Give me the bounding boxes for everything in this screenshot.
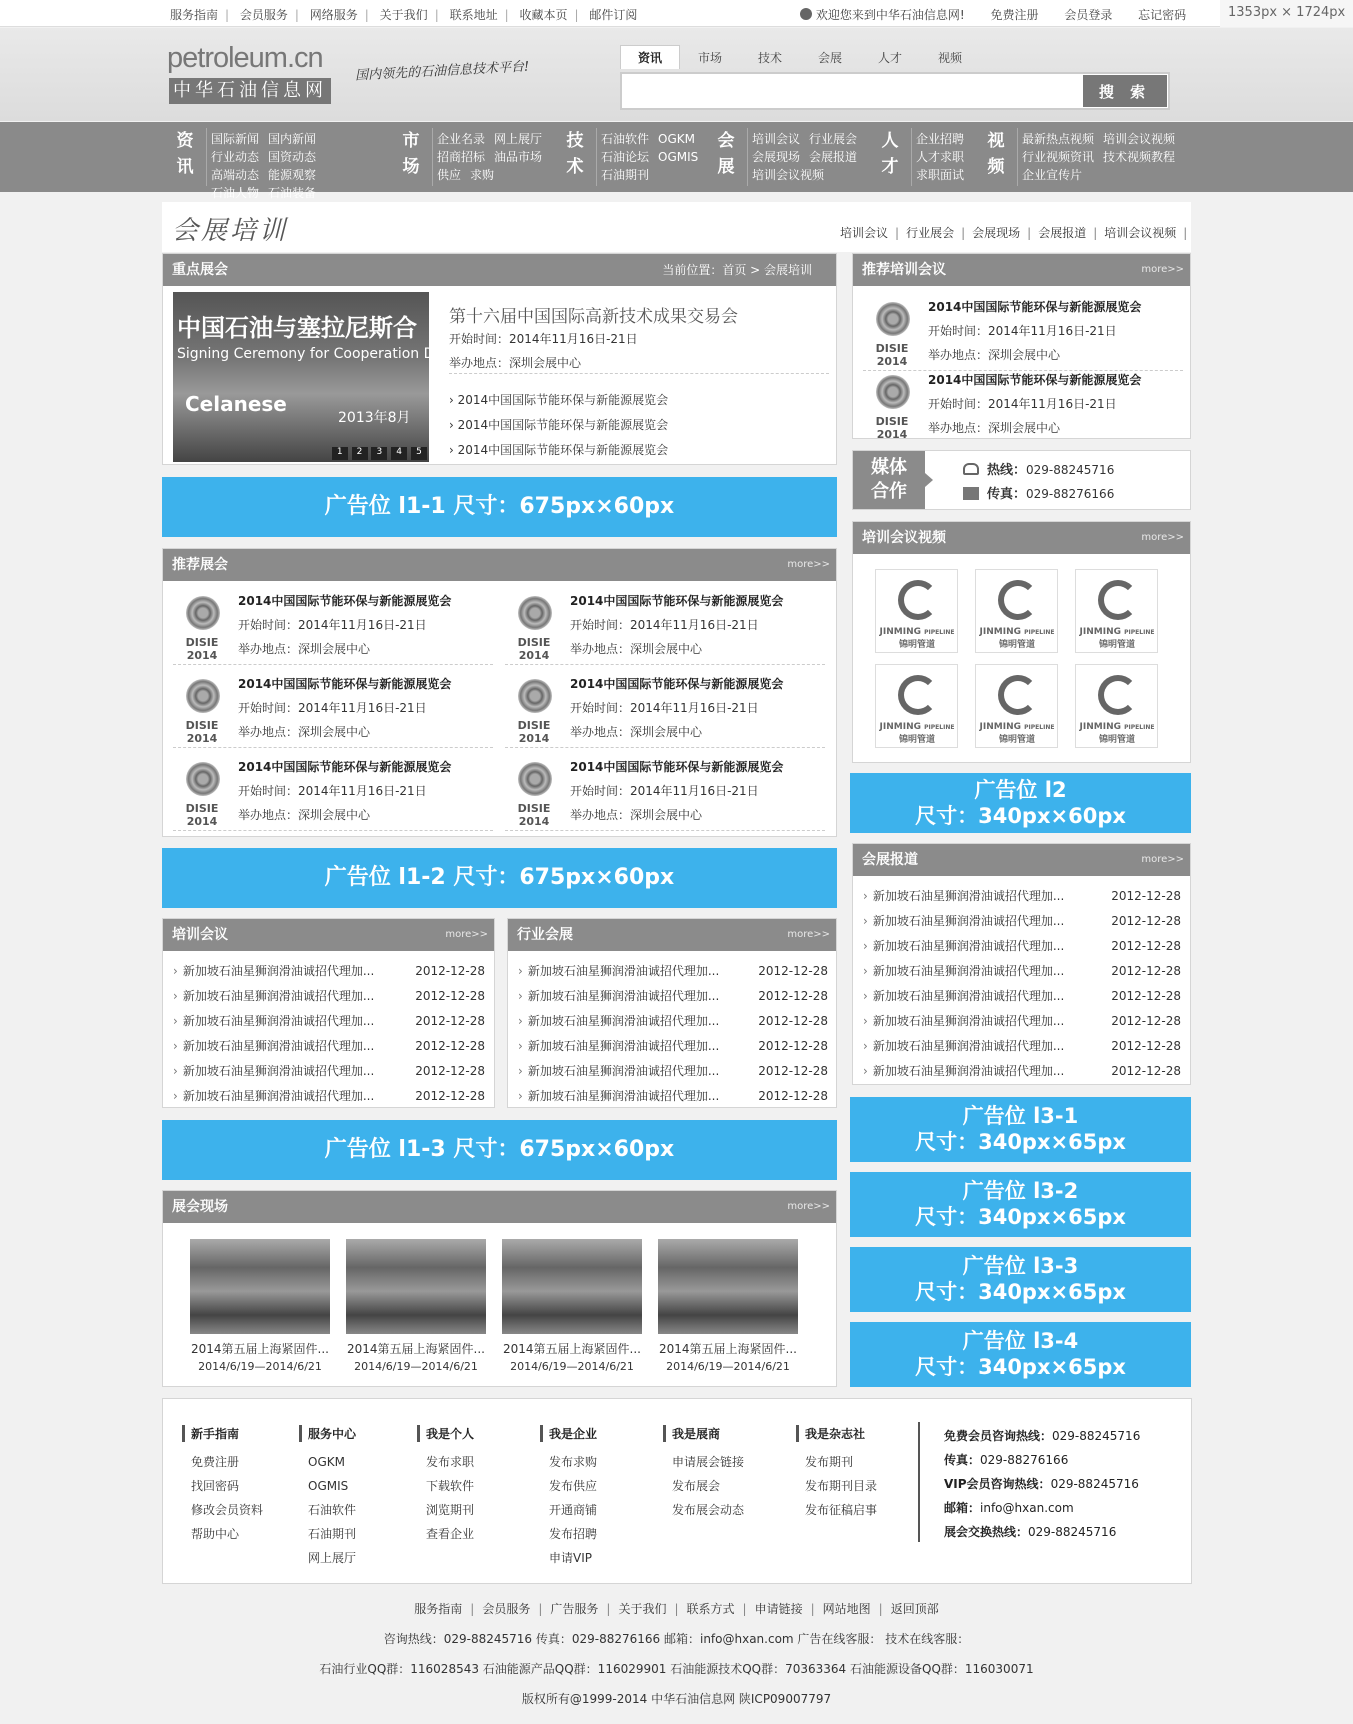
footer-link[interactable]: 发布期刊	[805, 1455, 854, 1469]
jinming-logo-icon	[998, 675, 1038, 715]
video-thumbnail[interactable]: JINMING PIPELINE 锦明管道	[875, 569, 958, 653]
scene-panel	[162, 1190, 837, 1387]
list-item[interactable]: › 新加坡石油星狮润滑油诚招代理加... 2012-12-28	[173, 984, 485, 1009]
sub-link[interactable]: 培训会议	[840, 226, 889, 240]
footer-link[interactable]: 修改会员资料	[191, 1503, 264, 1517]
nav-item[interactable]: 技术视频教程	[1103, 150, 1176, 164]
more-link[interactable]: more>>	[1141, 264, 1184, 275]
list-item[interactable]: › 新加坡石油星狮润滑油诚招代理加... 2012-12-28	[518, 959, 828, 984]
nav-item[interactable]: 人才求职	[916, 150, 965, 164]
list-item[interactable]: › 新加坡石油星狮润滑油诚招代理加... 2012-12-28	[863, 1009, 1181, 1034]
nav-item[interactable]: 求职面试	[916, 168, 965, 182]
list-item[interactable]: › 新加坡石油星狮润滑油诚招代理加... 2012-12-28	[863, 884, 1181, 909]
footer-link[interactable]: 浏览期刊	[426, 1503, 475, 1517]
jinming-logo-icon	[898, 675, 938, 715]
featured-list	[449, 388, 668, 463]
fax-icon	[963, 487, 979, 500]
footer-hotline: 咨询热线：029-88245716 传真：029-88276166 邮箱：info@hxan.com 广告在线客服： 技术在线客服：	[383, 1632, 970, 1646]
footer-col-service: 服务中心 OGKM OGMIS 石油软件 石油期刊 网上展厅	[299, 1425, 356, 1570]
celanese-logo: Celanese	[185, 392, 287, 416]
dimension-label: 1353px × 1724px	[1220, 0, 1353, 27]
footer-link[interactable]: OGMIS	[308, 1479, 349, 1493]
bottom-link[interactable]: 申请链接	[754, 1602, 803, 1616]
footer-link[interactable]: 石油软件	[308, 1503, 357, 1517]
list-item[interactable]: › 新加坡石油星狮润滑油诚招代理加... 2012-12-28	[518, 1009, 828, 1034]
more-link[interactable]: more>>	[445, 929, 488, 940]
jinming-logo-icon	[998, 580, 1038, 620]
breadcrumb[interactable]: 当前位置：首页 > 会展培训	[662, 263, 812, 277]
media-hotline: 热线：029-88245716	[963, 459, 1114, 478]
list-item[interactable]: › 新加坡石油星狮润滑油诚招代理加... 2012-12-28	[173, 1059, 485, 1084]
footer-link[interactable]: 发布招聘	[549, 1527, 598, 1541]
scene-item[interactable]: 2014第五届上海紧固件... 2014/6/19—2014/6/21	[658, 1239, 798, 1373]
scene-photo[interactable]	[658, 1239, 798, 1334]
pager-dot[interactable]: 3	[371, 447, 387, 460]
footer-qq-groups: 石油行业QQ群：116028543 石油能源产品QQ群：116029901 石油能源技术QQ群：70363364 石油能源设备QQ群：116030071	[319, 1662, 1034, 1676]
ad-banner-l3-3[interactable]: 广告位 l3-3 尺寸：340px×65px	[850, 1247, 1191, 1312]
footer-col-exhibitor: 我是展商 申请展会链接 发布展会 发布展会动态	[663, 1425, 744, 1522]
footer-link[interactable]: 免费注册	[191, 1455, 240, 1469]
more-link[interactable]: more>>	[1141, 532, 1184, 543]
ad-banner-l3-1[interactable]: 广告位 l3-1 尺寸：340px×65px	[850, 1097, 1191, 1162]
nav-item[interactable]: 最新热点视频	[1022, 132, 1095, 146]
bottom-link[interactable]: 广告服务	[550, 1602, 599, 1616]
search-tab-talent[interactable]: 人才	[877, 51, 902, 65]
nav-cat-news[interactable]: 资讯	[169, 128, 201, 186]
top-link-guide[interactable]: 服务指南	[170, 8, 219, 22]
exhibition-item[interactable]: DISIE 2014 2014中国国际节能环保与新能源展览会 开始时间：2014年11月16日-21日 举办地点：深圳会展中心	[505, 673, 825, 743]
nav-item[interactable]: 国际新闻	[211, 132, 260, 146]
ad-banner-l1-3[interactable]: 广告位 l1-3 尺寸：675px×60px	[162, 1120, 837, 1180]
top-right	[800, 6, 1186, 23]
slogan: 国内领先的石油信息技术平台!	[354, 59, 530, 84]
nav-item[interactable]: 行业视频资讯	[1022, 150, 1095, 164]
nav-item[interactable]: 高端动态	[211, 168, 260, 182]
footer-col-guide: 新手指南 免费注册 找回密码 修改会员资料 帮助中心	[182, 1425, 263, 1546]
nav-cat-exhibition[interactable]: 会展	[710, 128, 742, 186]
user-icon	[800, 8, 812, 20]
top-link-subscribe[interactable]: 邮件订阅	[589, 8, 638, 22]
scene-photo[interactable]	[346, 1239, 486, 1334]
featured-place: 举办地点：深圳会展中心	[449, 356, 582, 370]
nav-cat-tech[interactable]: 技术	[559, 128, 591, 186]
disie-logo: DISIE 2014	[505, 679, 563, 735]
reports-panel	[852, 843, 1191, 1085]
footer-link[interactable]: 查看企业	[426, 1527, 475, 1541]
nav-item[interactable]: 国内新闻	[268, 132, 317, 146]
search-input[interactable]	[624, 75, 1079, 107]
industry-heading: 行业会展 more>>	[508, 919, 836, 951]
footer-link[interactable]: 发布展会	[672, 1479, 721, 1493]
footer-col-personal: 我是个人 发布求职 下载软件 浏览期刊 查看企业	[417, 1425, 474, 1546]
nav-item[interactable]: OGMIS	[658, 150, 699, 164]
footer-link[interactable]: 申请展会链接	[672, 1455, 745, 1469]
nav-item[interactable]: 求购	[470, 168, 495, 182]
footer-link[interactable]: 石油期刊	[308, 1527, 357, 1541]
pager-dot[interactable]: 1	[332, 447, 348, 460]
list-item[interactable]: › 新加坡石油星狮润滑油诚招代理加... 2012-12-28	[863, 934, 1181, 959]
scene-photo[interactable]	[502, 1239, 642, 1334]
sub-link[interactable]: 培训会议视频	[1104, 226, 1177, 240]
main-nav	[0, 122, 1353, 200]
footer-link[interactable]: 下载软件	[426, 1479, 475, 1493]
bottom-link[interactable]: 网站地图	[822, 1602, 871, 1616]
sub-link[interactable]: 会展现场	[972, 226, 1021, 240]
image-pager	[332, 443, 427, 460]
scene-item[interactable]: 2014第五届上海紧固件... 2014/6/19—2014/6/21	[346, 1239, 486, 1373]
ad-banner-l1-2[interactable]: 广告位 l1-2 尺寸：675px×60px	[162, 848, 837, 908]
phone-icon	[963, 463, 979, 475]
exhibition-item[interactable]: DISIE 2014 2014中国国际节能环保与新能源展览会 开始时间：2014年11月16日-21日 举办地点：深圳会展中心	[505, 590, 825, 660]
nav-cat-market[interactable]: 市场	[395, 128, 427, 186]
logo-chinese[interactable]: 中华石油信息网	[169, 78, 331, 104]
footer-col-magazine: 我是杂志社 发布期刊 发布期刊目录 发布征稿启事	[796, 1425, 877, 1522]
list-item[interactable]: › 新加坡石油星狮润滑油诚招代理加... 2012-12-28	[863, 909, 1181, 934]
disie-logo: DISIE 2014	[863, 302, 921, 358]
nav-item[interactable]: 会展报道	[809, 150, 858, 164]
jinming-logo-icon	[898, 580, 938, 620]
list-item[interactable]: › 新加坡石油星狮润滑油诚招代理加... 2012-12-28	[173, 1084, 485, 1109]
login-link[interactable]: 会员登录	[1064, 8, 1113, 22]
exhibition-item[interactable]: DISIE 2014 2014中国国际节能环保与新能源展览会 开始时间：2014年11月16日-21日 举办地点：深圳会展中心	[173, 590, 493, 660]
footer-link[interactable]: 发布征稿启事	[805, 1503, 878, 1517]
jinming-logo-icon	[1098, 580, 1138, 620]
video-thumbnail[interactable]: JINMING PIPELINE 锦明管道	[1075, 569, 1158, 653]
featured-title[interactable]: 第十六届中国国际高新技术成果交易会	[449, 307, 738, 327]
top-link-bookmark[interactable]: 收藏本页	[519, 8, 568, 22]
reports-heading: 会展报道 more>>	[853, 844, 1190, 876]
nav-item[interactable]: 能源观察	[268, 168, 317, 182]
list-item[interactable]: › 2014中国国际节能环保与新能源展览会	[449, 418, 669, 432]
scene-item[interactable]: 2014第五届上海紧固件... 2014/6/19—2014/6/21	[502, 1239, 642, 1373]
more-link[interactable]: more>>	[787, 559, 830, 570]
footer-link[interactable]: 发布展会动态	[672, 1503, 745, 1517]
list-item[interactable]: › 2014中国国际节能环保与新能源展览会	[449, 443, 669, 457]
register-link[interactable]: 免费注册	[990, 8, 1039, 22]
sub-link[interactable]: 会展报道	[1038, 226, 1087, 240]
training-heading: 培训会议 more>>	[163, 919, 494, 951]
training-list	[173, 959, 485, 1109]
ad-banner-l1-1[interactable]: 广告位 l1-1 尺寸：675px×60px	[162, 477, 837, 537]
industry-panel	[507, 918, 837, 1108]
video-thumbnail[interactable]: JINMING PIPELINE 锦明管道	[1075, 664, 1158, 748]
featured-time: 开始时间：2014年11月16日-21日	[449, 332, 638, 346]
media-panel	[852, 450, 1191, 510]
list-item[interactable]: › 新加坡石油星狮润滑油诚招代理加... 2012-12-28	[518, 984, 828, 1009]
nav-item[interactable]: 培训会议视频	[752, 168, 825, 182]
top-bar	[0, 0, 1353, 27]
nav-item[interactable]: 招商招标	[437, 150, 486, 164]
scene-item[interactable]: 2014第五届上海紧固件... 2014/6/19—2014/6/21	[190, 1239, 330, 1373]
more-link[interactable]: more>>	[787, 929, 830, 940]
bottom-link[interactable]: 返回顶部	[890, 1602, 939, 1616]
footer-divider	[918, 1422, 920, 1542]
welcome-text: 欢迎您来到中华石油信息网!	[815, 8, 965, 22]
footer-link[interactable]: 申请VIP	[549, 1551, 592, 1565]
disie-logo: DISIE 2014	[863, 375, 921, 431]
list-item[interactable]: › 新加坡石油星狮润滑油诚招代理加... 2012-12-28	[518, 1059, 828, 1084]
sub-link[interactable]: 行业展会	[906, 226, 955, 240]
featured-image-title: 中国石油与塞拉尼斯合	[177, 314, 417, 342]
featured-image-subtitle: Signing Ceremony for Cooperation Docume	[177, 346, 482, 362]
list-item[interactable]: › 新加坡石油星狮润滑油诚招代理加... 2012-12-28	[863, 1034, 1181, 1059]
scene-heading: 展会现场 more>>	[163, 1191, 836, 1223]
featured-panel	[162, 253, 837, 465]
footer-col-enterprise: 我是企业 发布求购 发布供应 开通商铺 发布招聘 申请VIP	[540, 1425, 597, 1570]
nav-cat-talent[interactable]: 人才	[874, 128, 906, 186]
nav-item[interactable]: 企业宣传片	[1022, 168, 1083, 182]
video-thumbnail[interactable]: JINMING PIPELINE 锦明管道	[975, 569, 1058, 653]
featured-heading: 重点展会 当前位置：首页 > 会展培训	[163, 254, 836, 286]
bottom-links: 服务指南 | 会员服务 | 广告服务 | 关于我们 | 联系方式 | 申请链接 | 网站地图 | 返回顶部	[414, 1602, 939, 1616]
ad-banner-l3-2[interactable]: 广告位 l3-2 尺寸：340px×65px	[850, 1172, 1191, 1237]
top-link-address[interactable]: 联系地址	[449, 8, 498, 22]
list-item[interactable]: › 2014中国国际节能环保与新能源展览会	[449, 393, 669, 407]
disie-logo: DISIE 2014	[505, 762, 563, 818]
footer-link[interactable]: 发布供应	[549, 1479, 598, 1493]
top-link-network[interactable]: 网络服务	[309, 8, 358, 22]
footer-link[interactable]: 发布期刊目录	[805, 1479, 878, 1493]
ad-banner-l3-4[interactable]: 广告位 l3-4 尺寸：340px×65px	[850, 1322, 1191, 1387]
top-links: 服务指南 | 会员服务 | 网络服务 | 关于我们 | 联系地址 | 收藏本页 | 邮件订阅	[170, 8, 638, 22]
nav-item[interactable]: 国资动态	[268, 150, 317, 164]
search-tab-market[interactable]: 市场	[697, 51, 722, 65]
footer-copyright: 版权所有@1999-2014 中华石油信息网 陕ICP09007797	[521, 1692, 832, 1706]
pager-dot[interactable]: 5	[411, 447, 427, 460]
rec-training-panel	[852, 253, 1191, 439]
search-tabs	[620, 45, 980, 70]
nav-item[interactable]: 网上展厅	[494, 132, 543, 146]
video-panel	[852, 521, 1191, 763]
nav-item[interactable]: 石油人物	[211, 186, 260, 200]
search-button[interactable]: 搜 索	[1083, 75, 1167, 107]
search-tab-tech[interactable]: 技术	[757, 51, 782, 65]
footer-link[interactable]: 发布求职	[426, 1455, 475, 1469]
nav-item[interactable]: 油品市场	[494, 150, 543, 164]
logo-english[interactable]: petroleum.cn	[167, 42, 323, 74]
list-item[interactable]: › 新加坡石油星狮润滑油诚招代理加... 2012-12-28	[173, 1009, 485, 1034]
bottom-link[interactable]: 会员服务	[482, 1602, 531, 1616]
list-item[interactable]: › 新加坡石油星狮润滑油诚招代理加... 2012-12-28	[863, 959, 1181, 984]
footer-contact: 免费会员咨询热线：029-88245716 传真：029-88276166 VIP会员咨询热线：029-88245716 邮箱：info@hxan.com 展会交换热线：029-88245716	[944, 1429, 1141, 1539]
footer-link[interactable]: 发布求购	[549, 1455, 598, 1469]
disie-logo: DISIE 2014	[173, 596, 231, 652]
footer-link[interactable]: 找回密码	[191, 1479, 240, 1493]
top-link-about[interactable]: 关于我们	[379, 8, 428, 22]
top-link-member[interactable]: 会员服务	[239, 8, 288, 22]
list-item[interactable]: › 新加坡石油星狮润滑油诚招代理加... 2012-12-28	[863, 1059, 1181, 1084]
ad-banner-l2[interactable]: 广告位 l2 尺寸：340px×60px	[850, 773, 1191, 833]
bottom-link[interactable]: 服务指南	[414, 1602, 463, 1616]
nav-item[interactable]: 行业展会	[809, 132, 858, 146]
nav-item[interactable]: 企业招聘	[916, 132, 965, 146]
more-link[interactable]: more>>	[787, 1201, 830, 1212]
training-panel	[162, 918, 495, 1108]
more-link[interactable]: more>>	[1141, 854, 1184, 865]
footer-link[interactable]: 帮助中心	[191, 1527, 240, 1541]
list-item[interactable]: › 新加坡石油星狮润滑油诚招代理加... 2012-12-28	[518, 1084, 828, 1109]
disie-logo: DISIE 2014	[173, 762, 231, 818]
recommended-panel	[162, 548, 837, 837]
list-item[interactable]: › 新加坡石油星狮润滑油诚招代理加... 2012-12-28	[173, 959, 485, 984]
list-item[interactable]: › 新加坡石油星狮润滑油诚招代理加... 2012-12-28	[518, 1034, 828, 1059]
video-thumbnail[interactable]: JINMING PIPELINE 锦明管道	[875, 664, 958, 748]
nav-item[interactable]: 石油装备	[268, 186, 317, 200]
media-label: 媒体 合作	[853, 451, 925, 509]
featured-image-date: 2013年8月	[338, 410, 411, 426]
exhibition-item[interactable]: DISIE 2014 2014中国国际节能环保与新能源展览会 开始时间：2014年11月16日-21日 举办地点：深圳会展中心	[505, 756, 825, 826]
disie-logo: DISIE 2014	[173, 679, 231, 735]
nav-item[interactable]: 石油期刊	[601, 168, 650, 182]
nav-cat-video[interactable]: 视频	[980, 128, 1012, 186]
video-heading: 培训会议视频 more>>	[853, 522, 1190, 554]
pager-dot[interactable]: 4	[391, 447, 407, 460]
forgot-password-link[interactable]: 忘记密码	[1138, 8, 1187, 22]
bottom-link[interactable]: 关于我们	[618, 1602, 667, 1616]
footer-link[interactable]: 开通商铺	[549, 1503, 598, 1517]
footer-link[interactable]: 网上展厅	[308, 1551, 357, 1565]
page-title: 会展培训	[172, 216, 289, 246]
search-tab-news[interactable]: 资讯	[620, 45, 680, 69]
exhibition-item[interactable]: DISIE 2014 2014中国国际节能环保与新能源展览会 开始时间：2014年11月16日-21日 举办地点：深圳会展中心	[173, 756, 493, 826]
recommended-heading: 推荐展会 more>>	[163, 549, 836, 581]
reports-list	[863, 884, 1181, 1084]
featured-image[interactable]	[173, 292, 482, 462]
nav-item[interactable]: 培训会议视频	[1103, 132, 1176, 146]
nav-item[interactable]: 行业动态	[211, 150, 260, 164]
bottom-link[interactable]: 联系方式	[686, 1602, 735, 1616]
search-tab-video[interactable]: 视频	[937, 51, 962, 65]
nav-item[interactable]: 石油软件	[601, 132, 650, 146]
nav-item[interactable]: 供应	[437, 168, 462, 182]
pager-dot[interactable]: 2	[352, 447, 368, 460]
nav-item[interactable]: 会展现场	[752, 150, 801, 164]
scene-photo[interactable]	[190, 1239, 330, 1334]
exhibition-item[interactable]: DISIE 2014 2014中国国际节能环保与新能源展览会 开始时间：2014年11月16日-21日 举办地点：深圳会展中心	[863, 369, 1183, 439]
nav-item[interactable]: 石油论坛	[601, 150, 650, 164]
exhibition-item[interactable]: DISIE 2014 2014中国国际节能环保与新能源展览会 开始时间：2014年11月16日-21日 举办地点：深圳会展中心	[863, 296, 1183, 366]
nav-item[interactable]: 培训会议	[752, 132, 801, 146]
footer-link[interactable]: OGKM	[308, 1455, 345, 1469]
industry-list	[518, 959, 828, 1109]
list-item[interactable]: › 新加坡石油星狮润滑油诚招代理加... 2012-12-28	[173, 1034, 485, 1059]
rec-training-heading: 推荐培训会议 more>>	[853, 254, 1190, 286]
jinming-logo-icon	[1098, 675, 1138, 715]
sub-links: 培训会议 | 行业展会 | 会展现场 | 会展报道 | 培训会议视频 |	[840, 226, 1188, 240]
video-thumbnail[interactable]: JINMING PIPELINE 锦明管道	[975, 664, 1058, 748]
media-arrow-icon	[925, 473, 933, 487]
exhibition-item[interactable]: DISIE 2014 2014中国国际节能环保与新能源展览会 开始时间：2014年11月16日-21日 举办地点：深圳会展中心	[173, 673, 493, 743]
media-fax: 传真：029-88276166	[963, 483, 1114, 502]
disie-logo: DISIE 2014	[505, 596, 563, 652]
nav-item[interactable]: 企业名录	[437, 132, 486, 146]
list-item[interactable]: › 新加坡石油星狮润滑油诚招代理加... 2012-12-28	[863, 984, 1181, 1009]
nav-item[interactable]: OGKM	[658, 132, 695, 146]
search-tab-exhibition[interactable]: 会展	[817, 51, 842, 65]
